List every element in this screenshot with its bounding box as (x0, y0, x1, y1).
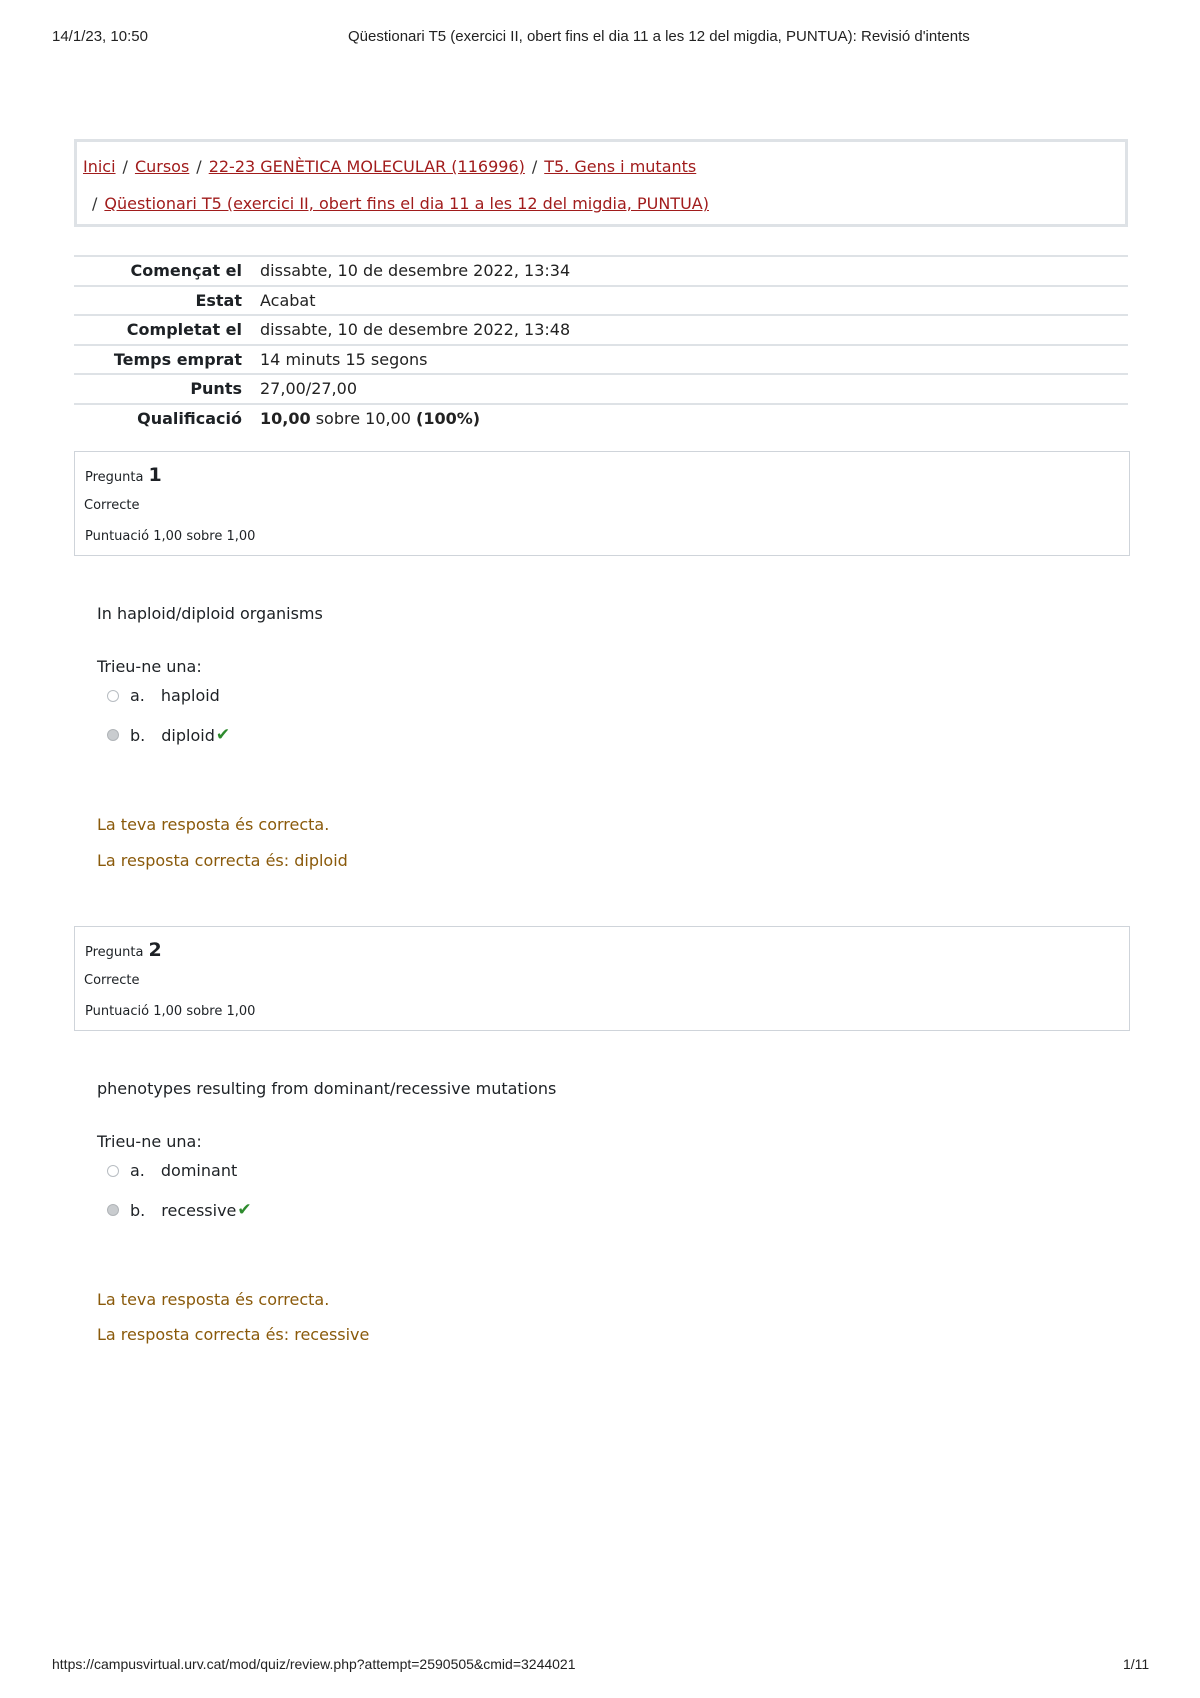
radio-button-selected[interactable] (107, 1204, 119, 1216)
print-page-number: 1/11 (1123, 1656, 1150, 1672)
print-page-title: Qüestionari T5 (exercici II, obert fins el dia 11 a les 12 del migdia, PUNTUA): Revisió d'intents (348, 28, 970, 45)
question-text: phenotypes resulting from dominant/recessive mutations (97, 1079, 557, 1098)
breadcrumb-section-link[interactable]: T5. Gens i mutants (544, 157, 697, 176)
question-text: In haploid/diploid organisms (97, 604, 323, 623)
summary-row-completed (74, 315, 1128, 345)
question-info-box (74, 926, 1130, 1031)
question-number (85, 464, 162, 486)
answer-prompt: Trieu-ne una: (97, 657, 202, 676)
question-label: Pregunta (85, 945, 144, 960)
option-letter: a. (130, 1161, 145, 1180)
summary-grade-value (252, 404, 1128, 434)
answer-prompt: Trieu-ne una: (97, 1132, 202, 1151)
summary-label: Qualificació (137, 409, 242, 429)
summary-row-grade (74, 404, 1128, 434)
question-state: Correcte (84, 498, 140, 513)
correct-check-icon: ✔ (237, 1200, 252, 1220)
question-state: Correcte (84, 973, 140, 988)
summary-value: 27,00/27,00 (260, 379, 357, 399)
answer-option (107, 1161, 237, 1180)
answer-option (107, 686, 220, 705)
answer-option (107, 1200, 252, 1220)
summary-label: Temps emprat (113, 349, 242, 369)
breadcrumb-separator: / (122, 157, 128, 176)
question-grade: Puntuació 1,00 sobre 1,00 (85, 529, 256, 544)
feedback-correct: La teva resposta és correcta. (97, 815, 330, 834)
summary-label: Estat (195, 290, 242, 310)
summary-label: Començat el (130, 261, 242, 281)
question-info-box (74, 451, 1130, 556)
question-grade: Puntuació 1,00 sobre 1,00 (85, 1004, 256, 1019)
option-text: recessive (161, 1200, 237, 1220)
option-text: dominant (160, 1161, 238, 1180)
radio-button[interactable] (107, 690, 119, 702)
grade-out-of: sobre 10,00 (315, 409, 411, 429)
question-label: Pregunta (85, 470, 144, 485)
summary-row-time-taken (74, 345, 1128, 375)
right-answer: La resposta correcta és: recessive (97, 1325, 370, 1344)
breadcrumb-separator: / (92, 194, 98, 213)
summary-row-started (74, 256, 1128, 286)
breadcrumb-courses-link[interactable]: Cursos (134, 157, 190, 176)
radio-button-selected[interactable] (107, 729, 119, 741)
option-letter: a. (130, 686, 145, 705)
summary-value: dissabte, 10 de desembre 2022, 13:48 (260, 320, 571, 340)
breadcrumb-quiz-link[interactable]: Qüestionari T5 (exercici II, obert fins el dia 11 a les 12 del migdia, PUNTUA) (104, 194, 709, 213)
option-text: haploid (160, 686, 220, 705)
breadcrumb-course-link[interactable]: 22-23 GENÈTICA MOLECULAR (116996) (208, 157, 525, 176)
summary-row-marks (74, 374, 1128, 404)
summary-label: Punts (190, 379, 242, 399)
summary-value: Acabat (260, 290, 316, 310)
grade-percent: (100%) (416, 409, 481, 429)
answer-option (107, 725, 230, 745)
summary-label: Completat el (126, 320, 242, 340)
summary-value: 14 minuts 15 segons (260, 349, 428, 369)
option-letter: b. (130, 725, 146, 745)
right-answer: La resposta correcta és: diploid (97, 851, 348, 870)
question-number-value: 1 (148, 464, 162, 486)
feedback-correct: La teva resposta és correcta. (97, 1290, 330, 1309)
option-letter: b. (130, 1200, 146, 1220)
question-number-value: 2 (148, 939, 162, 961)
attempt-summary-table (74, 255, 1128, 433)
print-datetime: 14/1/23, 10:50 (52, 28, 148, 45)
summary-row-state (74, 286, 1128, 316)
summary-value: dissabte, 10 de desembre 2022, 13:34 (260, 261, 571, 281)
question-number (85, 939, 162, 961)
option-text: diploid (161, 725, 215, 745)
breadcrumb-separator: / (196, 157, 202, 176)
breadcrumb-separator: / (531, 157, 538, 176)
breadcrumb-home-link[interactable]: Inici (83, 157, 116, 176)
radio-button[interactable] (107, 1165, 119, 1177)
print-footer-url: https://campusvirtual.urv.cat/mod/quiz/review.php?attempt=2590505&cmid=3244021 (52, 1656, 576, 1672)
breadcrumb (74, 139, 1128, 227)
grade-score: 10,00 (260, 409, 311, 429)
correct-check-icon: ✔ (215, 725, 231, 745)
